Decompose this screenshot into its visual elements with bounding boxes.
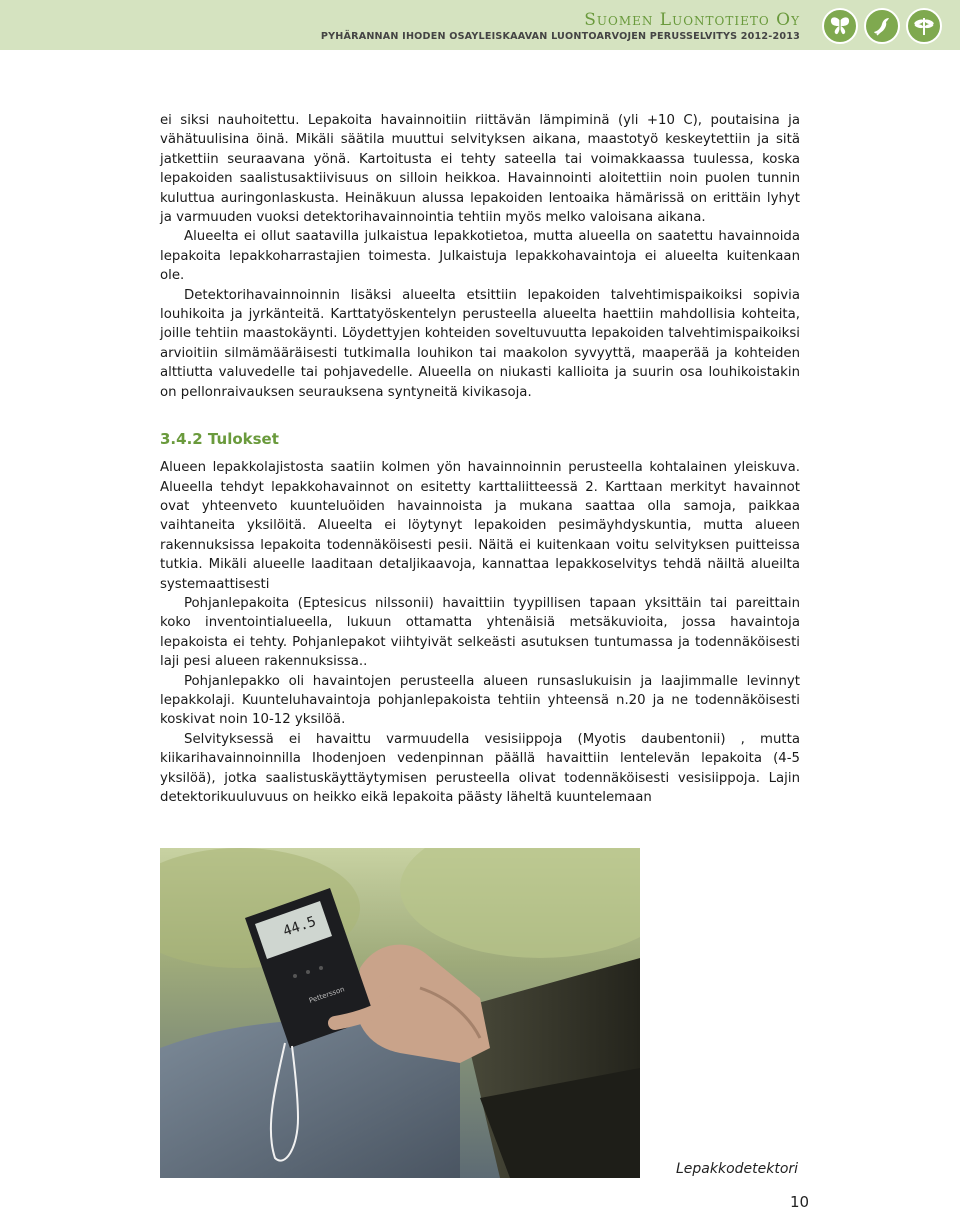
paragraph-intro-2: Alueelta ei ollut saatavilla julkaistua lepakkotietoa, mutta alueella on saatettu havainnoida lepakoita lepakkoharrastajien toimesta. Julkaistuja lepakkohavaintoja ei alueelta kuitenkaan ole. — [160, 229, 800, 284]
paragraph-results-2: Pohjanlepakoita (Eptesicus nilssonii) havaittiin tyypillisen tapaan yksittäin tai pareittain koko inventointialueella, lukuun ottamatta yhtenäisiä metsäkuvioita, jossa havaintoja lepakoista ei tehty. Pohjanlepakot viihtyivät selkeästi asutuksen tuntumassa ja todennäköisesti laji pesi alueen rakennuksissa.. — [160, 595, 800, 670]
bat-detector-photo — [160, 848, 640, 1178]
photo-illustration — [160, 848, 640, 1178]
figure-caption: Lepakkodetektori — [676, 1161, 799, 1177]
paragraph-intro-1: ei siksi nauhoitettu. Lepakoita havainnoitiin riittävän lämpiminä (yli +10 C), poutaisina ja vähätuulisina öinä. Mikäli säätila muuttui selvityksen aikana, maastotyö keskeytettiin ja sitä jatkettiin seuraavana yönä. Kartoitusta ei tehty sateella tai voimakkaassa tuulessa, koska lepakoiden saalistusaktiivisuus on silloin heikkoa. Havainnointi aloitettiin noin puolen tunnin kuluttua auringonlaskusta. Heinäkuun alussa lepakoiden lentoaika hämärissä on erittäin lyhyt ja varmuuden vuoksi detektorihavainnointia tehtiin myös melko valoisana aikana. — [160, 113, 800, 226]
paragraph-results-1: Alueen lepakkolajistosta saatiin kolmen yön havainnoinnin perusteella kohtalainen yleiskuva. Alueella tehdyt lepakkohavainnot on esitetty karttaliitteessä 2. Karttaan merkityt havainnot ovat yhteenveto kuunteluöiden havainnoista ja mukana saattaa olla samoja, paikkaa vaihtaneita yksilöitä. Alueelta ei löytynyt lepakoiden pesimäyhdyskuntia, mutta alueen rakennuksissa lepakoita todennäköisesti pesii. Näitä ei kuitenkaan voitu selvityksen puitteissa tutkia. Mikäli alueelle laaditaan detaljikaavoja, kannattaa lepakkoselvitys tehdä näiltä alueilta systemaattisesti — [160, 460, 800, 592]
page-number: 10 — [790, 1193, 810, 1211]
paragraph-results-4: Selvityksessä ei havaittu varmuudella vesisiippoja (Myotis daubentonii) , mutta kiikarihavainnoinnilla Ihodenjoen vedenpinnan päällä havaittiin lentelevän lepakoita (4-5 yksilöä), jotka saalistuskäyttäytymisen perusteella olivat todennäköisesti vesisiippoja. Lajin detektorikuuluvuus on heikko eikä lepakoita päästy läheltä kuuntelemaan — [160, 731, 800, 805]
header-icons — [822, 8, 942, 44]
paragraph-intro-3: Detektorihavainnoinnin lisäksi alueelta etsittiin lepakoiden talvehtimispaikoiksi sopivia louhikoita ja jyrkänteitä. Karttatyöskentelyn perusteella alueelta haettiin mahdollisia kohteita, joille tehtiin maastokäynti. Löydettyjen kohteiden soveltuvuutta lepakoiden talvehtimispaikoiksi arvioitiin silmämääräisesti tutkimalla louhikon tai maakolon syvyyttä, maaperää ja kohteiden alttiutta valuvedelle tai pohjavedelle. Alueella on niukasti kallioita ja suurin osa louhikoistakin on pellonraivauksen seurauksena syntyneitä kivikasoja. — [160, 287, 800, 400]
device-display-reading: 44.5 — [281, 913, 319, 940]
dragonfly-icon — [906, 8, 942, 44]
header-text — [321, 10, 800, 42]
bird-icon — [864, 8, 900, 44]
paragraph-results-3: Pohjanlepakko oli havaintojen perusteella alueen runsaslukuisin ja laajimmalle levinnyt lepakkolaji. Kuunteluhavaintoja pohjanlepakoista tehtiin yhteensä n.20 ja ne todennäköisesti koskivat noin 10-12 yksilöä. — [160, 673, 800, 728]
report-title: PYHÄRANNAN IHODEN OSAYLEISKAAVAN LUONTOARVOJEN PERUSSELVITYS 2012-2013 — [320, 31, 800, 42]
company-name: Suomen Luontotieto Oy — [584, 10, 800, 30]
main-content — [160, 111, 800, 807]
butterfly-icon — [822, 8, 858, 44]
page-header — [0, 0, 960, 50]
device-brand-label: Pettersson — [308, 985, 346, 1005]
section-title: 3.4.2 Tulokset — [160, 430, 279, 449]
